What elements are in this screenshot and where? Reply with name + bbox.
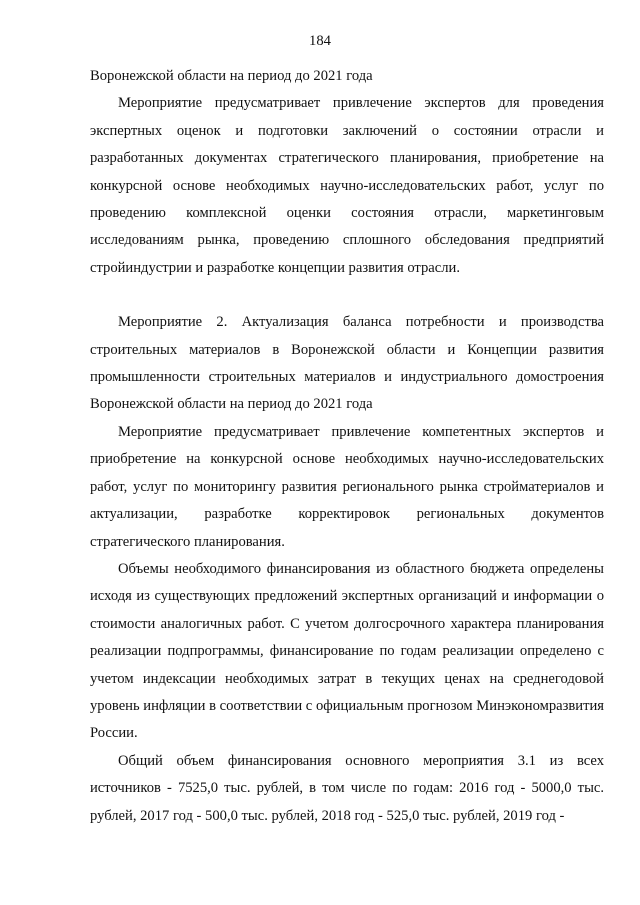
paragraph-activity-2-heading: Мероприятие 2. Актуализация баланса потребности и производства строительных материалов в Воронежской области и Концепции развития промышленности строительных материалов и индустриального домостроения Воронежской области на период до 2021 года xyxy=(90,314,604,413)
paragraph-gap xyxy=(90,282,604,309)
paragraph-title-continuation: Воронежской области на период до 2021 года xyxy=(90,68,373,84)
paragraph-activity-2-description: Мероприятие предусматривает привлечение компетентных экспертов и приобретение на конкурсной основе необходимых научно-исследовательских работ, услуг по мониторингу развития регионального рынка стройматериалов и актуализации, разработке корректировок региональных документов стратегического планирования. xyxy=(90,423,604,550)
paragraph-funding-basis: Объемы необходимого финансирования из областного бюджета определены исходя из существующих предложений экспертных организаций и информации о стоимости аналогичных работ. С учетом долгосрочного характера планирования реализации подпрограммы, финансирование по годам реализации определено с учетом индексации необходимых затрат в текущих ценах на среднегодовой уровень инфляции в соответствии с официальным прогнозом Минэкономразвития России. xyxy=(90,560,604,742)
paragraph-activity-1-description: Мероприятие предусматривает привлечение экспертов для проведения экспертных оценок и подготовки заключений о состоянии отрасли и разработанных документах стратегического планирования, приобретение на конкурсной основе необходимых научно-исследовательских работ, услуг по проведению комплексной оценки состояния отрасли, маркетинговым исследованиям рынка, проведению сплошного обследования предприятий стройиндустрии и разработке концепции развития отрасли. xyxy=(90,95,604,276)
document-body xyxy=(90,63,604,830)
page-number: 184 xyxy=(309,33,331,49)
paragraph-funding-total: Общий объем финансирования основного мероприятия 3.1 из всех источников - 7525,0 тыс. рублей, в том числе по годам: 2016 год - 5000,0 тыс. рублей, 2017 год - 500,0 тыс. рублей, 2018 год - 525,0 тыс. рублей, 2019 год - xyxy=(90,752,604,824)
